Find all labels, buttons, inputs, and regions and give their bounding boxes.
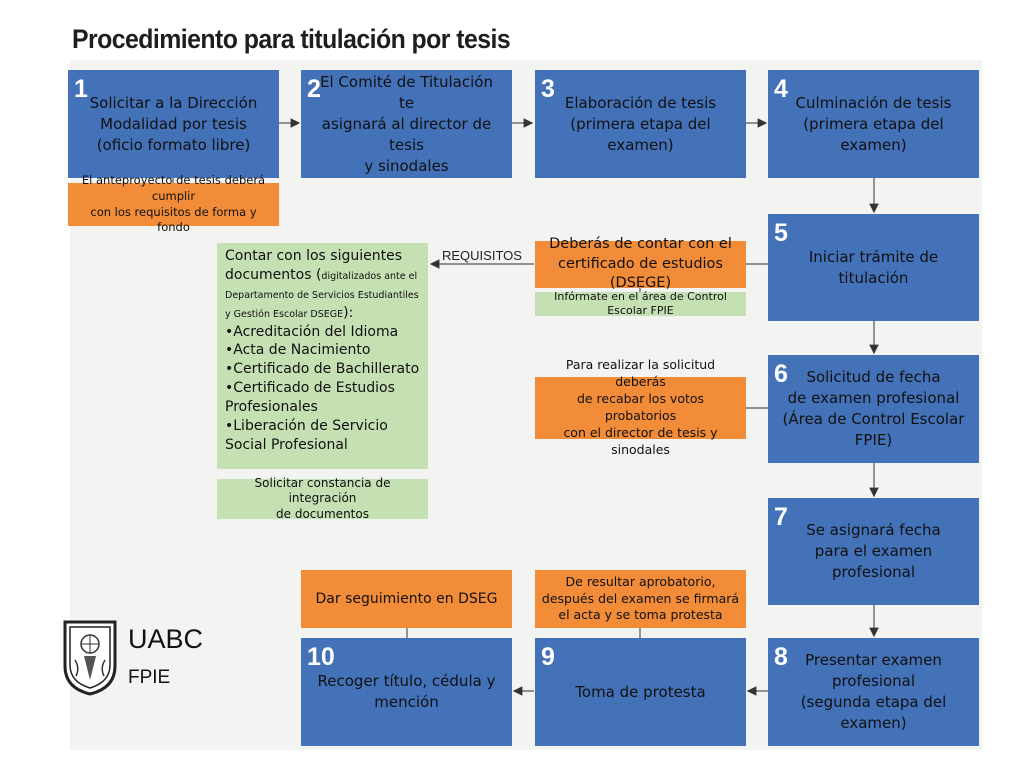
step-text: Toma de protesta xyxy=(575,682,706,701)
page-title: Procedimiento para titulación por tesis xyxy=(72,24,511,54)
step-text: Solicitar a la Dirección Modalidad por tesis (oficio formato libre) xyxy=(89,93,258,154)
step-number: 6 xyxy=(774,360,788,388)
uabc-shield-icon xyxy=(62,618,118,696)
note-anteproyecto xyxy=(68,173,279,235)
step-text: Recoger título, cédula y mención xyxy=(317,672,496,711)
note-text: Dar seguimiento en DSEG xyxy=(315,590,498,607)
note-text: De resultar aprobatorio, después del examen se firmará el acta y se toma protesta xyxy=(541,573,740,623)
step-number: 4 xyxy=(774,75,788,103)
step-text: Iniciar trámite de titulación xyxy=(808,247,939,287)
note-text: El anteproyecto de tesis deberá cumplir con los requisitos de forma y fondo xyxy=(81,173,266,235)
requirements-small: digitalizados ante el Departamento de Servicios Estudiantiles y Gestión Escolar DSEGE xyxy=(225,270,419,320)
step-number: 10 xyxy=(307,643,335,671)
step-5 xyxy=(768,214,979,321)
note-certificado xyxy=(535,236,746,292)
step-number: 3 xyxy=(541,75,555,103)
requisitos-label: REQUISITOS xyxy=(442,248,522,263)
note-votos xyxy=(535,357,746,457)
note-seguimiento xyxy=(301,570,512,628)
note-text: Infórmate en el área de Control Escolar FPIE xyxy=(554,289,727,317)
requirement-item: •Certificado de Estudios Profesionales xyxy=(225,380,395,416)
requirements-list xyxy=(225,323,420,455)
requirement-item: •Certificado de Bachillerato xyxy=(225,361,420,378)
step-number: 5 xyxy=(774,219,788,247)
step-text: Culminación de tesis (primera etapa del examen) xyxy=(795,93,952,154)
step-10 xyxy=(301,638,512,746)
brand-unit: FPIE xyxy=(128,667,171,688)
step-3 xyxy=(535,70,746,178)
note-text: Solicitar constancia de integración de documentos xyxy=(254,475,391,521)
requirements-box xyxy=(217,243,428,469)
step-1 xyxy=(68,70,279,178)
step-number: 7 xyxy=(774,503,788,531)
step-text: Presentar examen profesional (segunda etapa del examen) xyxy=(800,651,947,732)
requirements-intro: Contar con los siguientes documentos ( xyxy=(225,248,402,283)
requirement-item: •Acta de Nacimiento xyxy=(225,342,371,359)
requirement-item: •Liberación de Servicio Social Profesional xyxy=(225,418,388,453)
note-text: Deberás de contar con el certificado de estudios (DSEGE) xyxy=(549,236,732,292)
note-text: Para realizar la solicitud deberás de recabar los votos probatorios con el director de tesis y sinodales xyxy=(563,357,718,457)
step-2 xyxy=(301,70,512,178)
step-6 xyxy=(768,355,979,463)
step-number: 1 xyxy=(74,75,88,103)
step-7 xyxy=(768,498,979,605)
step-number: 2 xyxy=(307,75,321,103)
note-aprobatorio xyxy=(535,570,746,628)
note-informate xyxy=(535,289,746,317)
note-constancia xyxy=(217,475,428,521)
brand-name: UABC xyxy=(128,624,204,654)
step-9 xyxy=(535,638,746,746)
step-text: Se asignará fecha para el examen profesional xyxy=(806,521,941,581)
step-number: 9 xyxy=(541,643,555,671)
requirements-close: ): xyxy=(343,304,354,321)
step-8 xyxy=(768,638,979,746)
step-text: Solicitud de fecha de examen profesional (Área de Control Escolar FPIE) xyxy=(782,368,965,449)
step-text: El Comité de Titulación te asignará al director de tesis y sinodales xyxy=(320,72,493,175)
step-4 xyxy=(768,70,979,178)
step-text: Elaboración de tesis (primera etapa del examen) xyxy=(564,93,717,154)
step-number: 8 xyxy=(774,643,788,671)
requirement-item: •Acreditación del Idioma xyxy=(225,323,399,340)
